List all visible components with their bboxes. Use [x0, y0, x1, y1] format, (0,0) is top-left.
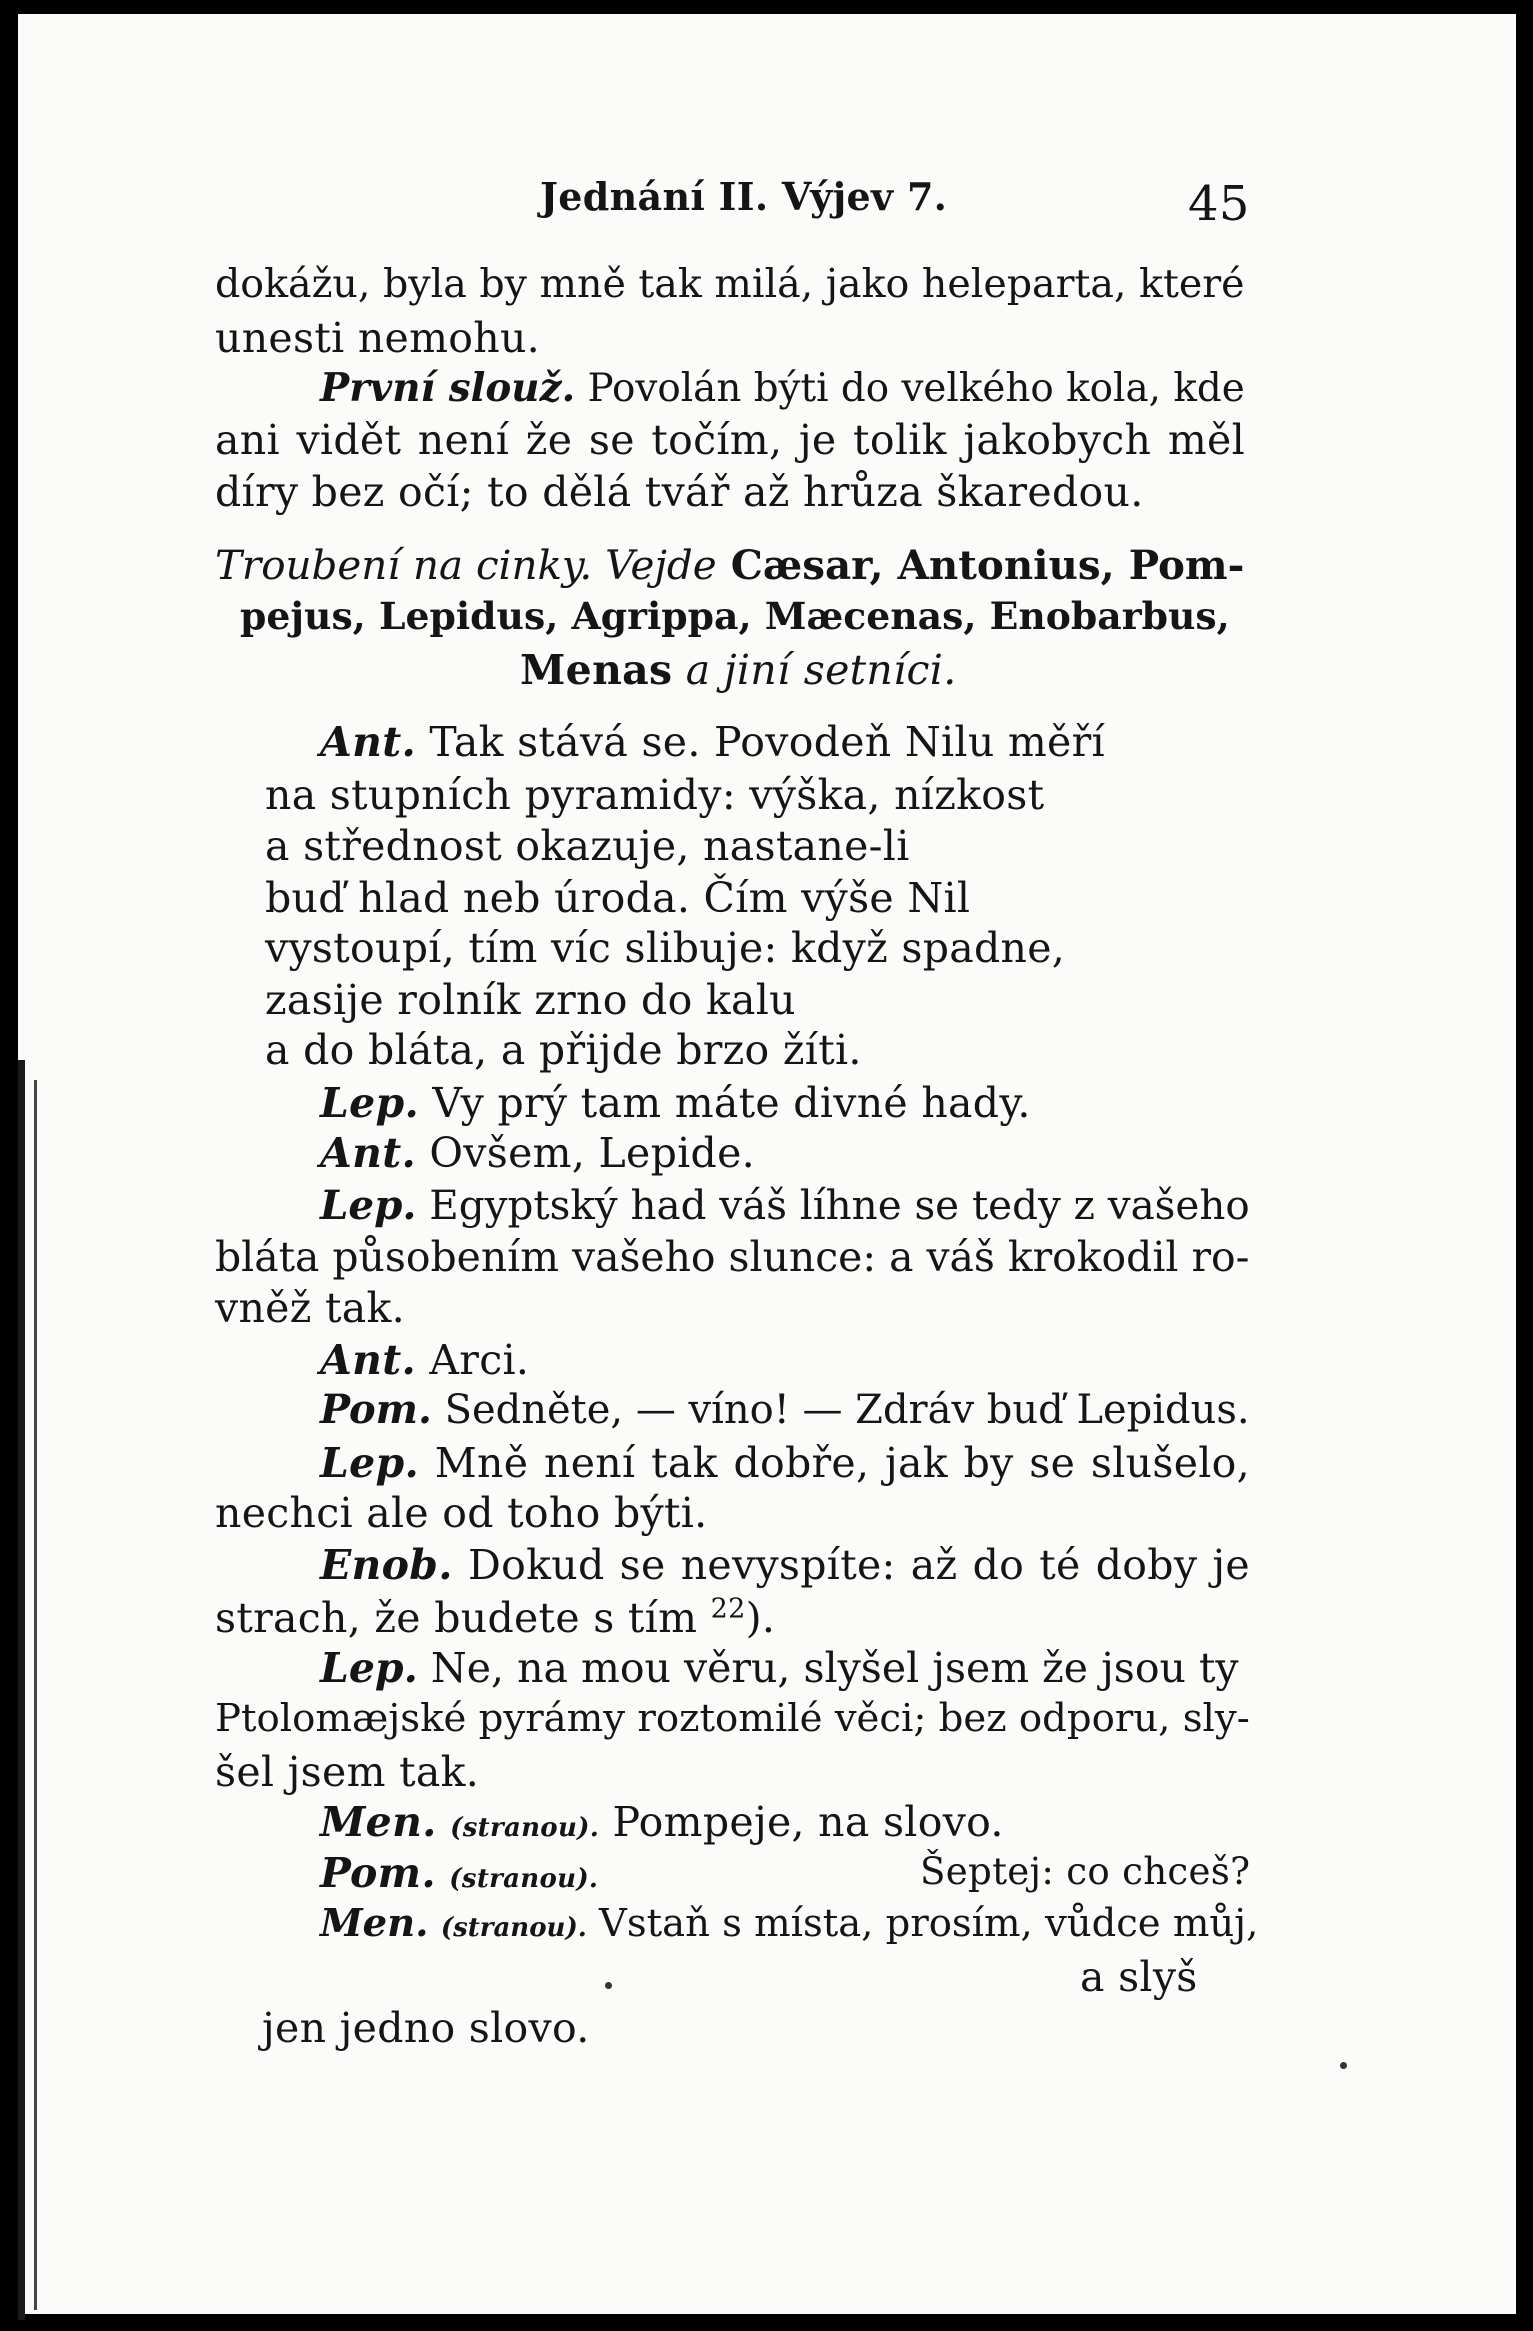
print-speck: [1340, 2062, 1347, 2069]
text-span: ani vidět není že se točím, je tolik jakobych měl: [215, 416, 1245, 464]
speaker-name: Pom.: [320, 1386, 432, 1433]
text-line: [215, 1748, 480, 1796]
text-line: [320, 1336, 530, 1384]
text-line: [265, 976, 796, 1024]
text-span: šel jsem tak.: [215, 1748, 480, 1796]
text-line: [320, 718, 1105, 766]
text-span: 22: [710, 1593, 746, 1625]
book-spine-shadow: [18, 1060, 25, 2320]
text-line: [215, 468, 1144, 516]
book-spine-edge: [34, 1080, 37, 2310]
text-line: [265, 1026, 862, 1074]
speaker-name: Men.: [320, 1901, 429, 1946]
text-span: [429, 1901, 441, 1946]
speaker-name: Ant.: [320, 718, 417, 766]
text-span: vněž tak.: [215, 1284, 405, 1332]
text-span: pejus, Lepidus, Agrippa, Mæcenas, Enobarbus,: [240, 594, 1230, 638]
text-line: [215, 1696, 1250, 1741]
text-span: a do bláta, a přijde brzo žíti.: [265, 1026, 862, 1074]
text-line: [320, 1541, 1250, 1589]
speaker-name: Lep.: [320, 1181, 417, 1229]
text-span: zasije rolník zrno do kalu: [265, 976, 796, 1024]
text-span: Egyptský had váš líhne se tedy z vašeho: [416, 1181, 1250, 1229]
text-line: [215, 1593, 776, 1642]
text-line: [240, 594, 1230, 638]
text-span: Ne, na mou věru, slyšel jsem že jsou ty: [417, 1644, 1239, 1692]
text-span: jen jedno slovo.: [262, 2004, 590, 2052]
running-header: Jednání II. Výjev 7.: [540, 174, 948, 219]
text-line: [520, 646, 957, 694]
text-span: Pompeje, na slovo.: [599, 1798, 1004, 1846]
text-span: [437, 1798, 450, 1846]
text-line: [262, 2004, 590, 2052]
text-span: buď hlad neb úroda. Čím výše Nil: [265, 874, 971, 922]
text-line: [320, 1439, 1250, 1487]
text-span: ).: [745, 1594, 776, 1642]
stage-direction: (stranou).: [440, 1913, 587, 1943]
text-span: strach, že budete s tím: [215, 1594, 711, 1642]
text-line: [320, 1849, 599, 1897]
text-line: [320, 1181, 1250, 1229]
text-line: [215, 1489, 708, 1537]
text-span: Vstaň s místa, prosím, vůdce můj,: [586, 1901, 1259, 1946]
text-span: a střednost okazuje, nastane-li: [265, 822, 910, 870]
text-span: vystoupí, tím víc slibuje: když spadne,: [265, 924, 1066, 972]
speaker-name: Men.: [320, 1798, 437, 1846]
text-line: [215, 541, 1245, 589]
page-number: 45: [1188, 176, 1250, 232]
text-span: Troubení na cinky.: [215, 542, 593, 589]
text-line: [265, 924, 1066, 972]
text-span: a slyš: [1080, 1953, 1198, 2001]
speaker-name: Lep.: [320, 1079, 420, 1127]
text-span: Dokud se nevyspíte: až do té doby je: [452, 1541, 1250, 1589]
text-span: Arci.: [416, 1336, 530, 1384]
text-line: [320, 1798, 1004, 1846]
text-span: nechci ale od toho býti.: [215, 1489, 708, 1537]
speaker-name: Lep.: [320, 1644, 418, 1692]
text-span: Šeptej: co chceš?: [920, 1850, 1251, 1893]
speaker-name: Lep.: [320, 1439, 420, 1487]
text-span: díry bez očí; to dělá tvář až hrůza škaredou.: [215, 468, 1144, 516]
text-span: Vy prý tam máte divné hady.: [419, 1079, 1031, 1127]
text-span: Sedněte, — víno! — Zdráv buď Lepidus.: [431, 1387, 1250, 1433]
text-line: [320, 1901, 1259, 1946]
speaker-name: Ant.: [320, 1336, 417, 1384]
text-line: [320, 1644, 1239, 1692]
text-line: [265, 771, 1045, 819]
text-line: [215, 1233, 1250, 1281]
speaker-name: První slouž.: [320, 366, 576, 411]
text-span: Povolán býti do velkého kola, kde: [575, 366, 1245, 411]
speaker-name: Pom.: [320, 1849, 436, 1897]
speaker-name: Enob.: [320, 1541, 453, 1589]
print-speck: [605, 1982, 612, 1989]
text-span: bláta působením vašeho slunce: a váš krokodil ro-: [215, 1233, 1250, 1281]
text-span: dokážu, byla by mně tak milá, jako heleparta, které: [215, 261, 1245, 307]
text-line: [920, 1850, 1251, 1893]
stage-direction: (stranou).: [450, 1813, 600, 1843]
text-span: Cæsar, Antonius, Pom-: [716, 541, 1245, 589]
text-span: Ptolomæjské pyrámy roztomilé věci; bez odporu, sly-: [215, 1696, 1250, 1741]
text-span: unesti nemohu.: [215, 314, 541, 362]
text-line: [320, 1079, 1031, 1127]
text-line: [215, 261, 1245, 307]
text-line: [320, 1386, 1250, 1433]
text-line: [1080, 1953, 1198, 2001]
text-line: [265, 822, 910, 870]
text-span: [592, 542, 605, 589]
text-span: Menas: [520, 646, 673, 694]
text-line: [320, 366, 1245, 411]
text-span: Ovšem, Lepide.: [416, 1129, 755, 1177]
text-line: [320, 1129, 755, 1177]
text-span: na stupních pyramidy: výška, nízkost: [265, 771, 1045, 819]
text-span: [672, 646, 685, 694]
text-line: [265, 874, 971, 922]
text-span: Vejde: [605, 542, 717, 589]
text-span: Tak stává se. Povodeň Nilu měří: [416, 718, 1105, 766]
speaker-name: Ant.: [320, 1129, 417, 1177]
text-span: [436, 1849, 449, 1897]
text-line: [215, 314, 541, 362]
text-span: Mně není tak dobře, jak by se slušelo,: [419, 1439, 1250, 1487]
stage-direction: (stranou).: [449, 1864, 599, 1894]
text-line: [215, 416, 1245, 464]
text-span: a jiní setníci.: [685, 646, 957, 694]
text-line: [215, 1284, 405, 1332]
